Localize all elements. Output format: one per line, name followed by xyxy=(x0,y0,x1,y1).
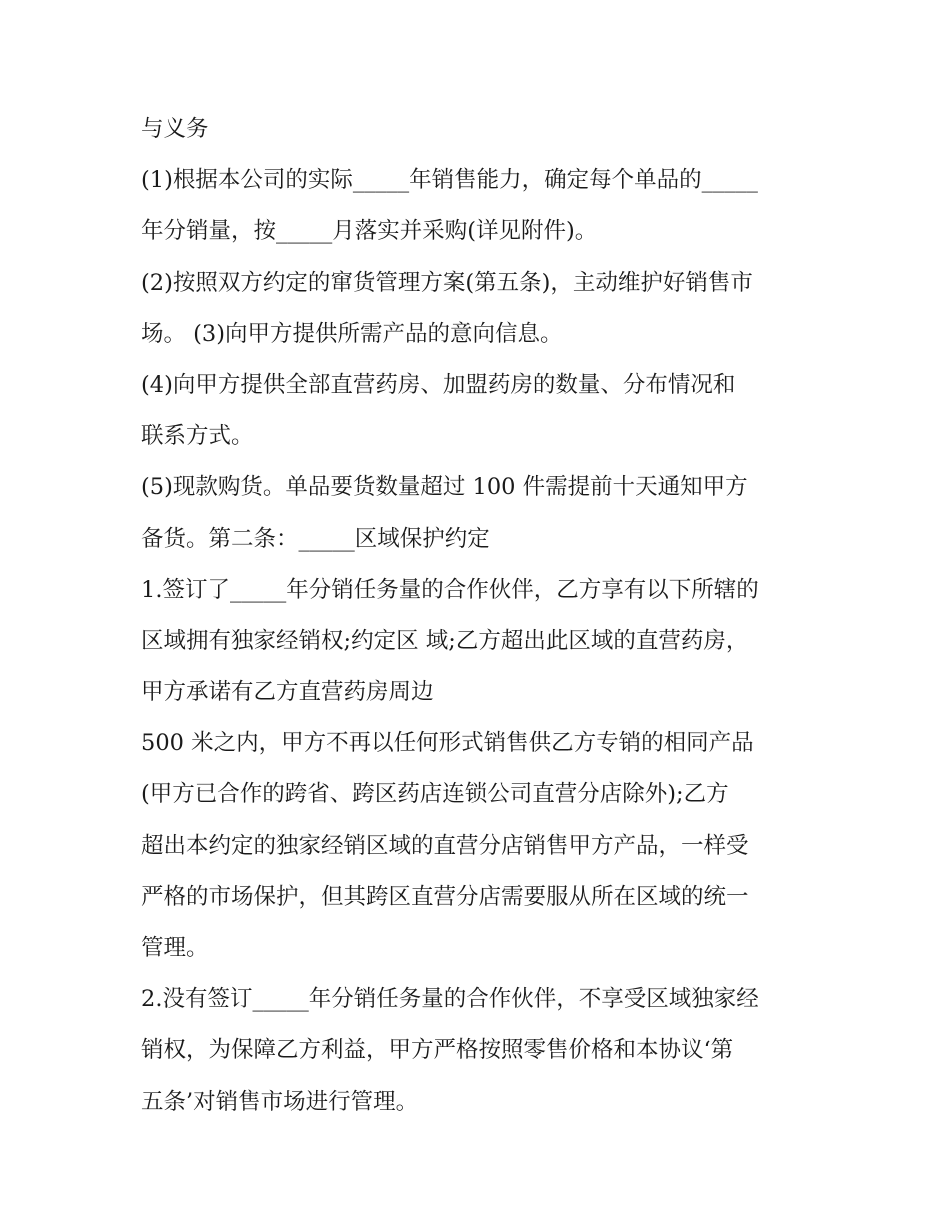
text-line-9: 备货。第二条：_____区域保护约定 xyxy=(141,525,490,552)
text-line-18: 2.没有签订_____年分销任务量的合作伙伴，不享受区域独家经 xyxy=(141,986,759,1013)
text-line-20: 五条’对销售市场进行管理。 xyxy=(141,1088,419,1115)
text-line-16: 严格的市场保护，但其跨区直营分店需要服从所在区域的统一 xyxy=(141,883,749,910)
text-line-17: 管理。 xyxy=(141,935,209,961)
text-line-6: (4)向甲方提供全部直营药房、加盟药房的数量、分布情况和 xyxy=(141,371,736,398)
text-line-2: (1)根据本公司的实际_____年销售能力，确定每个单品的_____ xyxy=(141,167,758,194)
text-line-8: (5)现款购货。单品要货数量超过 100 件需提前十天通知甲方 xyxy=(141,474,748,501)
text-line-12: 甲方承诺有乙方直营药房周边 xyxy=(141,679,434,706)
text-line-13: 500 米之内，甲方不再以任何形式销售供乙方专销的相同产品 xyxy=(141,730,754,757)
text-line-14: (甲方已合作的跨省、跨区药店连锁公司直营分店除外);乙方 xyxy=(141,781,729,808)
text-line-7: 联系方式。 xyxy=(141,423,254,450)
document-body xyxy=(141,104,821,1128)
text-line-10: 1.签订了_____年分销任务量的合作伙伴，乙方享有以下所辖的 xyxy=(141,576,759,603)
text-line-11: 区域拥有独家经销权;约定区 域;乙方超出此区域的直营药房， xyxy=(141,627,749,654)
text-line-19: 销权，为保障乙方利益，甲方严格按照零售价格和本协议‘第 xyxy=(141,1037,734,1064)
text-line-4: (2)按照双方约定的窜货管理方案(第五条)，主动维护好销售市 xyxy=(141,269,753,296)
text-line-5: 场。 (3)向甲方提供所需产品的意向信息。 xyxy=(141,320,563,347)
text-line-1: 与义务 xyxy=(141,116,209,142)
text-line-15: 超出本约定的独家经销区域的直营分店销售甲方产品，一样受 xyxy=(141,832,749,859)
text-line-3: 年分销量，按_____月落实并采购(详见附件)。 xyxy=(141,218,598,245)
